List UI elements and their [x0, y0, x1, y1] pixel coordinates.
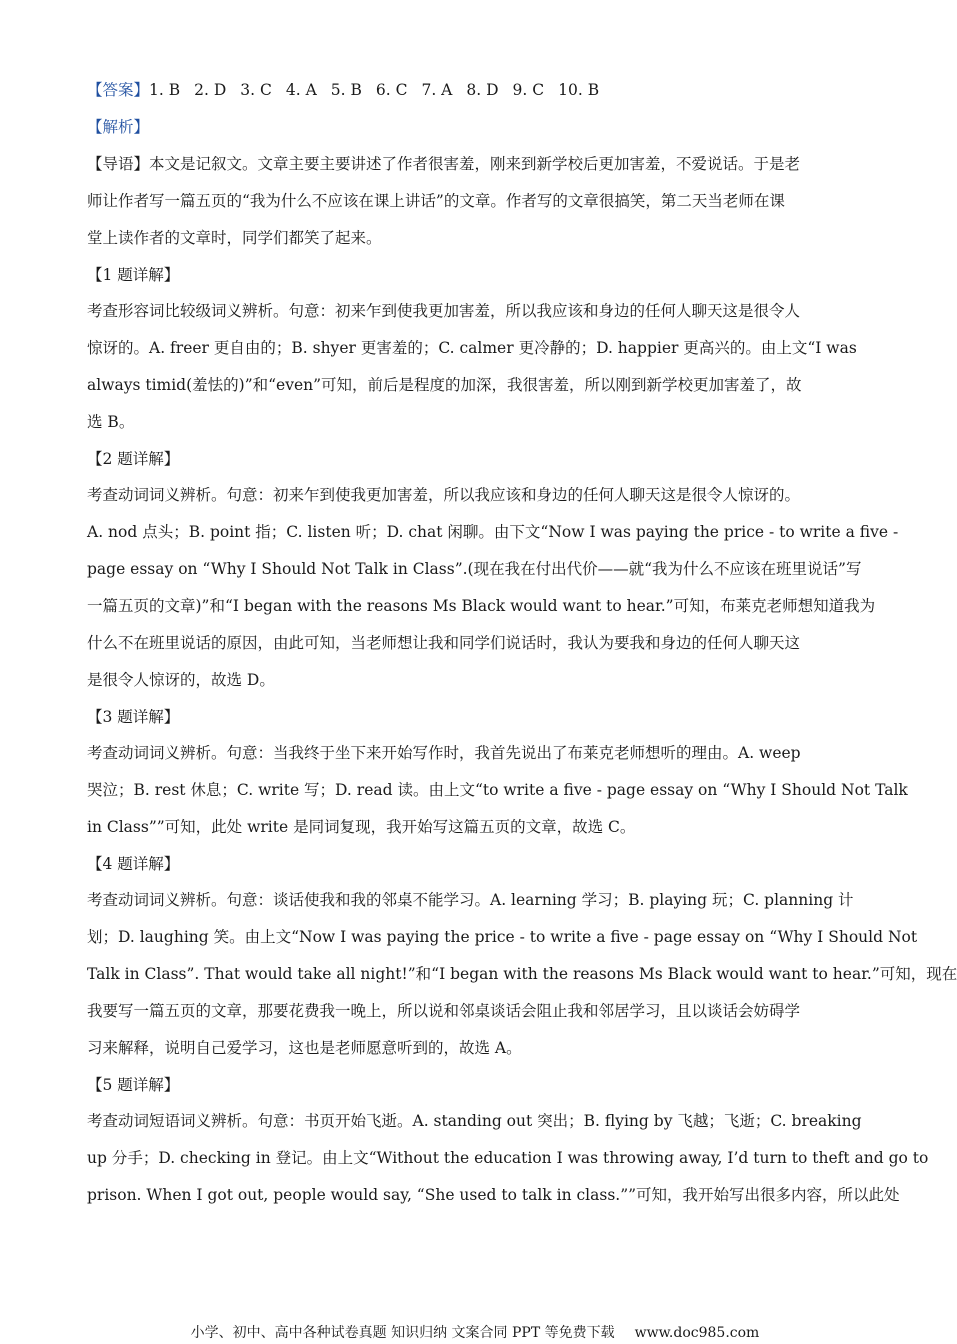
answer-item: 3. C [240, 81, 272, 99]
intro-label: 【导语】 [87, 155, 150, 173]
answer-item: 9. C [512, 81, 545, 99]
section-2 [87, 441, 899, 699]
answer-item: 5. B [330, 81, 362, 99]
paragraph-line: prison. When I got out, people would say, “She used to talk in class.””可知，我开始写出很多内容，所以此处 [87, 1186, 900, 1204]
section-title: 【5 题详解】 [87, 1076, 180, 1094]
section-title: 【3 题详解】 [87, 708, 180, 726]
paragraph-line: 我要写一篇五页的文章，那要花费我一晚上，所以说和邻桌谈话会阻止我和邻居学习，且以谈话会妨碍学 [87, 1002, 801, 1020]
section-title: 【1 题详解】 [87, 266, 180, 284]
intro-line: 堂上读作者的文章时，同学们都笑了起来。 [87, 229, 382, 247]
paragraph-line: 习来解释，说明自己爱学习，这也是老师愿意听到的，故选 A。 [87, 1039, 522, 1057]
answer-line [87, 72, 867, 109]
answer-item: 7. A [421, 81, 453, 99]
analysis-label: 【解析】 [87, 118, 150, 136]
paragraph-line: up 分手；D. checking in 登记。由上文“Without the education I was throwing away, I’d turn to theft and go to [87, 1149, 929, 1167]
paragraph-line: 是很令人惊讶的，故选 D。 [87, 671, 275, 689]
paragraph-line: 一篇五页的文章)”和“I began with the reasons Ms Black would want to hear.”可知，布莱克老师想知道我为 [87, 597, 876, 615]
paragraph-line: in Class””可知，此处 write 是同词复现，我开始写这篇五页的文章，故选 C。 [87, 818, 636, 836]
paragraph-line: 什么不在班里说话的原因，由此可知，当老师想让我和同学们说话时，我认为要我和身边的任何人聊天这 [87, 634, 801, 652]
paragraph-line: Talk in Class”. That would take all night!”和“I began with the reasons Ms Black would want to hear.”可知，现在 [87, 965, 957, 983]
paragraph-line: 考查动词短语词义辨析。句意：书页开始飞逝。A. standing out 突出；B. flying by 飞越；飞逝；C. breaking [87, 1112, 862, 1130]
answer-item: 6. C [375, 81, 408, 99]
paragraph-line: 考查动词词义辨析。句意：谈话使我和我的邻桌不能学习。A. learning 学习；B. playing 玩；C. planning 计 [87, 891, 854, 909]
intro-line: 【导语】本文是记叙文。文章主要主要讲述了作者很害羞，刚来到新学校后更加害羞，不爱说话。于是老 [87, 155, 801, 173]
section-1 [87, 257, 867, 441]
paragraph-line: 考查动词词义辨析。句意：当我终于坐下来开始写作时，我首先说出了布莱克老师想听的理由。A. weep [87, 744, 801, 762]
paragraph-line: 惊讶的。A. freer 更自由的；B. shyer 更害羞的；C. calmer 更冷静的；D. happier 更高兴的。由上文“I was [87, 339, 857, 357]
answer-item: 8. D [466, 81, 499, 99]
intro-paragraph [87, 146, 867, 257]
paragraph-line: 考查动词词义辨析。句意：初来乍到使我更加害羞，所以我应该和身边的任何人聊天这是很令人惊讶的。 [87, 486, 801, 504]
paragraph-line: 哭泣；B. rest 休息；C. write 写；D. read 读。由上文“to write a five - page essay on “Why I Should Not Talk [87, 781, 908, 799]
footer-site-link[interactable]: www.doc985.com [634, 1325, 760, 1341]
section-5 [87, 1067, 929, 1214]
answer-item: 2. D [194, 81, 227, 99]
section-title: 【4 题详解】 [87, 855, 180, 873]
paragraph-line: A. nod 点头；B. point 指；C. listen 听；D. chat 闲聊。由下文“Now I was paying the price - to write a five - [87, 523, 899, 541]
page-footer [0, 1322, 950, 1342]
answer-label: 【答案】 [87, 81, 150, 99]
paragraph-line: 选 B。 [87, 413, 135, 431]
intro-line: 师让作者写一篇五页的“我为什么不应该在课上讲话”的文章。作者写的文章很搞笑，第二天当老师在课 [87, 192, 785, 210]
answer-item: 1. B [149, 81, 181, 99]
paragraph-line: 划；D. laughing 笑。由上文“Now I was paying the price - to write a five - page essay on “Why I Should Not [87, 928, 918, 946]
answer-item: 10. B [558, 81, 600, 99]
document-content [87, 72, 957, 1214]
section-title: 【2 题详解】 [87, 450, 180, 468]
paragraph-line: always timid(羞怯的)”和“even”可知，前后是程度的加深，我很害羞，所以刚到新学校更加害羞了，故 [87, 376, 802, 394]
paragraph-line: page essay on “Why I Should Not Talk in Class”.(现在我在付出代价——就“我为什么不应该在班里说话”写 [87, 560, 862, 578]
answer-item: 4. A [285, 81, 317, 99]
paragraph-line: 考查形容词比较级词义辨析。句意：初来乍到使我更加害羞，所以我应该和身边的任何人聊天这是很令人 [87, 302, 801, 320]
footer-text: 小学、初中、高中各种试卷真题 知识归纳 文案合同 PPT 等免费下载 [190, 1325, 615, 1341]
section-4 [87, 846, 957, 1067]
section-3 [87, 699, 908, 846]
